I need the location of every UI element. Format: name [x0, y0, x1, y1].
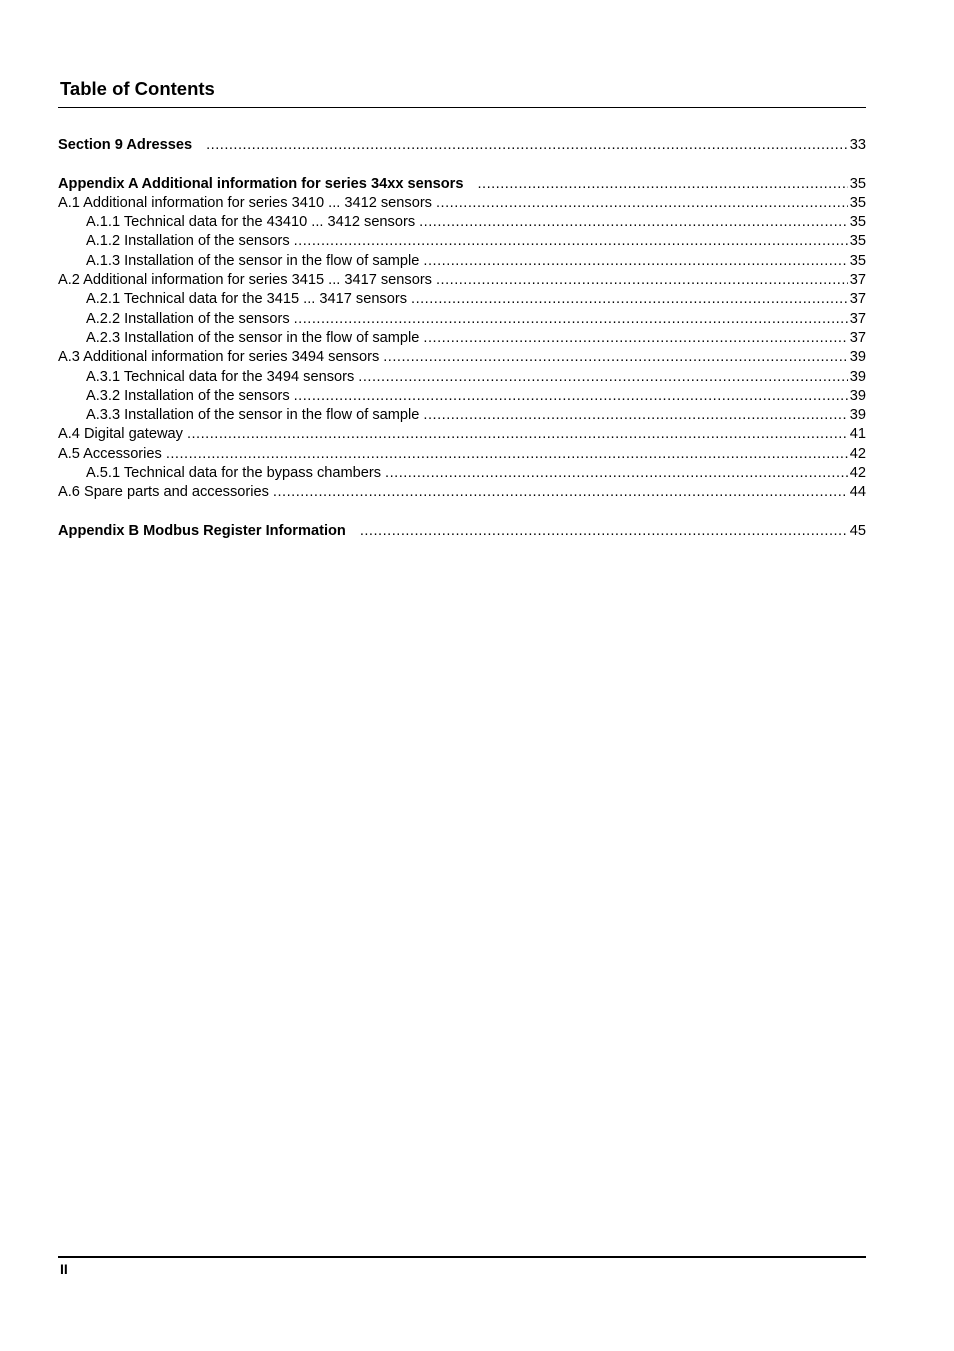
toc-entry-page: 39 [849, 387, 866, 404]
toc-entry[interactable] [58, 271, 866, 290]
toc-entry-page: 37 [849, 310, 866, 327]
header-divider [58, 107, 866, 108]
toc-entry[interactable] [58, 194, 866, 213]
toc-entry[interactable] [58, 445, 866, 464]
toc-entry-label: A.1.3 Installation of the sensor in the flow of sample [86, 252, 420, 269]
toc-entry-page: 35 [849, 175, 866, 192]
toc-dot-leader [477, 175, 847, 194]
toc-entry-page: 42 [849, 465, 866, 482]
page-title: Table of Contents [60, 78, 215, 99]
toc-entry[interactable] [58, 329, 866, 348]
toc-dot-leader [294, 387, 848, 406]
toc-dot-leader [187, 425, 848, 444]
footer-divider [58, 1256, 866, 1258]
toc-entry[interactable] [58, 290, 866, 309]
toc-entry-page: 37 [849, 272, 866, 289]
toc-entry[interactable] [58, 232, 866, 251]
toc-entry-page: 35 [849, 233, 866, 250]
toc-entry[interactable] [58, 406, 866, 425]
toc-entry-page: 41 [849, 426, 866, 443]
toc-entry[interactable] [58, 425, 866, 444]
toc-entry-label: A.3.1 Technical data for the 3494 sensors [86, 368, 355, 385]
toc-entry[interactable] [58, 483, 866, 502]
toc-entry[interactable] [58, 213, 866, 232]
toc-dot-leader [423, 252, 847, 271]
toc-entry-label: A.3 Additional information for series 3494 sensors [58, 349, 380, 366]
toc-dot-leader [423, 329, 847, 348]
toc-entry[interactable] [58, 348, 866, 367]
toc-entry-label: A.2.3 Installation of the sensor in the flow of sample [86, 329, 420, 346]
toc-entry-label: A.2 Additional information for series 3415 ... 3417 sensors [58, 272, 432, 289]
table-of-contents [58, 136, 866, 541]
toc-dot-leader [423, 406, 847, 425]
toc-dot-leader [294, 310, 848, 329]
toc-entry-page: 39 [849, 368, 866, 385]
toc-entry-page: 39 [849, 349, 866, 366]
toc-dot-leader [206, 136, 848, 155]
toc-entry-page: 37 [849, 291, 866, 308]
toc-dot-leader [411, 290, 848, 309]
toc-entry-page: 35 [849, 194, 866, 211]
toc-entry[interactable] [58, 252, 866, 271]
toc-entry-page: 35 [849, 252, 866, 269]
toc-entry-label: A.3.3 Installation of the sensor in the flow of sample [86, 407, 420, 424]
toc-entry[interactable] [58, 368, 866, 387]
toc-entry-label: A.2.2 Installation of the sensors [86, 310, 290, 327]
toc-entry-label: A.4 Digital gateway [58, 426, 183, 443]
toc-entry-page: 33 [849, 137, 866, 153]
toc-entry[interactable] [58, 136, 866, 155]
toc-dot-leader [358, 368, 847, 387]
toc-entry[interactable] [58, 522, 866, 541]
toc-dot-leader [436, 271, 848, 290]
toc-entry-label: A.3.2 Installation of the sensors [86, 387, 290, 404]
toc-entry[interactable] [58, 464, 866, 483]
toc-entry[interactable] [58, 387, 866, 406]
toc-entry-page: 37 [849, 329, 866, 346]
toc-entry-label: Appendix B Modbus Register Information [58, 522, 346, 539]
toc-entry-page: 45 [849, 522, 866, 539]
toc-dot-leader [294, 232, 848, 251]
toc-entry-page: 44 [849, 484, 866, 501]
toc-dot-leader [419, 213, 848, 232]
toc-entry-page: 39 [849, 407, 866, 424]
toc-entry[interactable] [58, 175, 866, 194]
toc-entry-label: A.5 Accessories [58, 445, 162, 462]
footer-page-number: II [60, 1261, 68, 1277]
toc-dot-leader [273, 483, 848, 502]
toc-dot-leader [166, 445, 848, 464]
toc-entry-label: A.1.1 Technical data for the 43410 ... 3412 sensors [86, 214, 416, 231]
toc-entry-label: A.2.1 Technical data for the 3415 ... 3417 sensors [86, 291, 408, 308]
toc-dot-leader [360, 522, 848, 541]
toc-entry-label: A.1.2 Installation of the sensors [86, 233, 290, 250]
toc-dot-leader [385, 464, 848, 483]
toc-entry-label: A.1 Additional information for series 3410 ... 3412 sensors [58, 194, 432, 211]
toc-entry[interactable] [58, 310, 866, 329]
toc-entry-label: Section 9 Adresses [58, 137, 193, 153]
toc-dot-leader [436, 194, 848, 213]
toc-dot-leader [383, 348, 848, 367]
toc-entry-label: A.6 Spare parts and accessories [58, 484, 269, 501]
toc-entry-label: Appendix A Additional information for series 34xx sensors [58, 175, 464, 192]
toc-entry-label: A.5.1 Technical data for the bypass chambers [86, 465, 382, 482]
toc-entry-page: 35 [849, 214, 866, 231]
toc-entry-page: 42 [849, 445, 866, 462]
